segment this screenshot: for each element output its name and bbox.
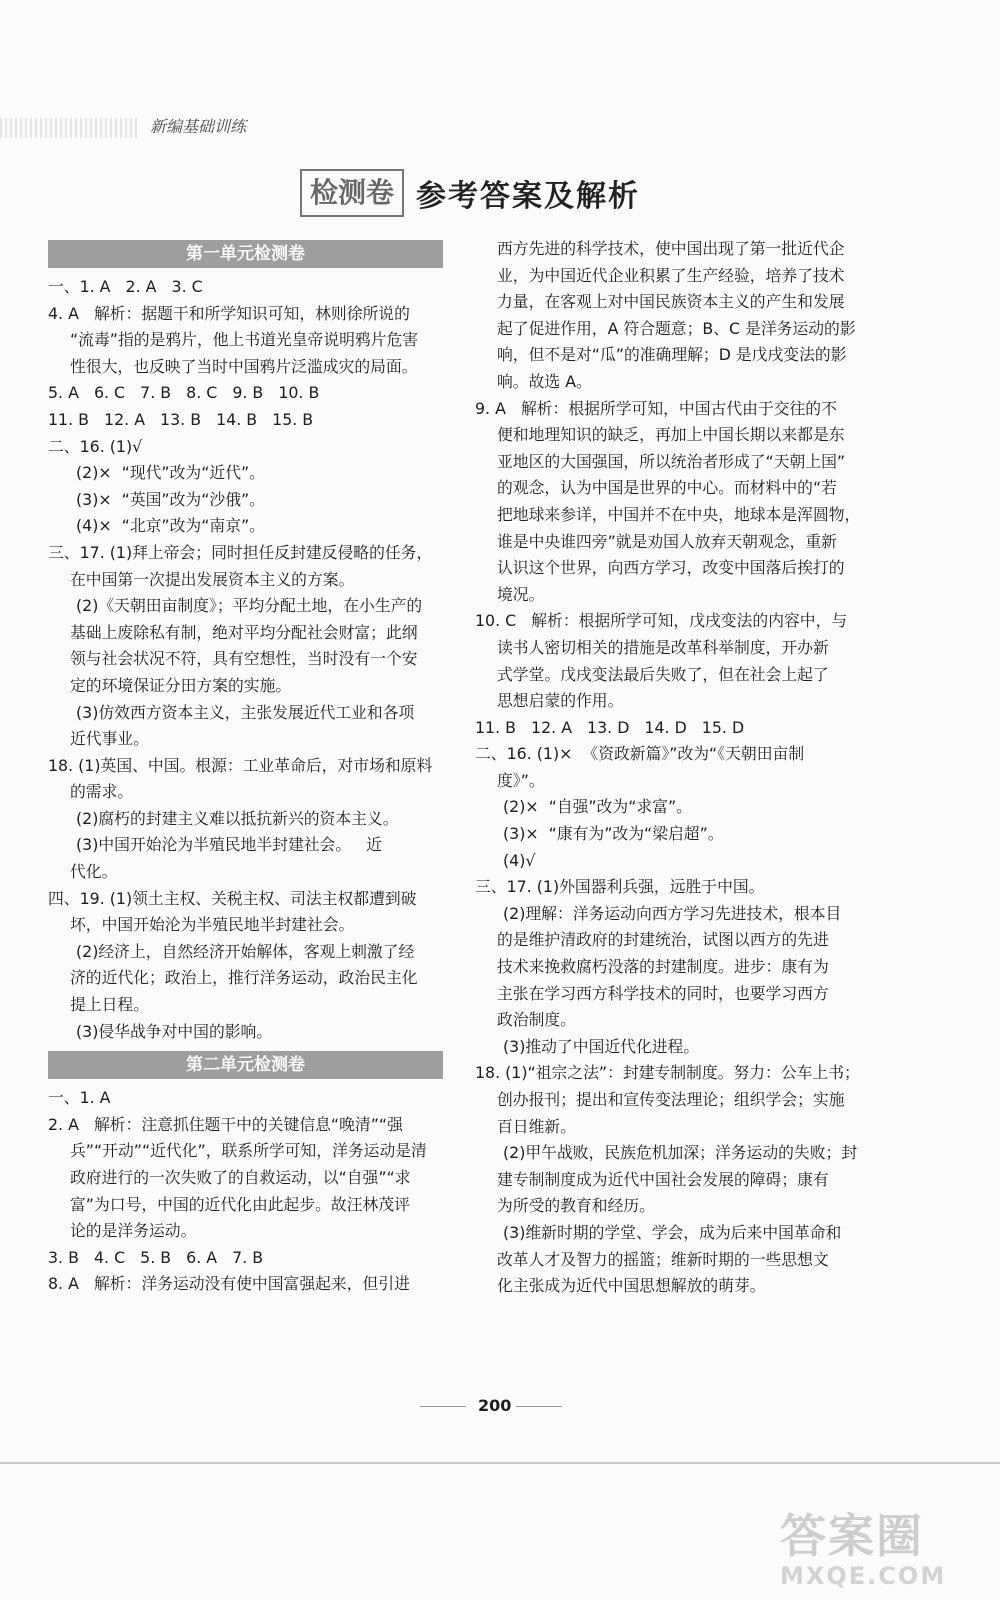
answer-line: 10. C 解析：根据所学可知，戊戌变法的内容中，与 — [475, 611, 848, 631]
answer-line: 思想启蒙的作用。 — [497, 691, 624, 711]
answer-line: (2)经济上，自然经济开始解体，客观上刺激了经 — [76, 941, 415, 961]
answer-line: 改革人才及智力的摇篮；维新时期的一些思想文 — [497, 1249, 829, 1269]
answer-line: 近代事业。 — [70, 729, 149, 749]
answer-line: “流毒”指的是鸦片，他上书道光皇帝说明鸦片危害 — [70, 330, 419, 350]
answer-line: 为所受的教育和经历。 — [497, 1196, 655, 1216]
answer-line: 响，但不是对“瓜”的准确理解；D 是戊戌变法的影 — [497, 345, 847, 365]
answer-line: 代化。 — [70, 862, 118, 882]
section-heading-unit2: 第二单元检测卷 — [48, 1051, 443, 1079]
answer-line: (3)维新时期的学堂、学会，成为后来中国革命和 — [503, 1222, 842, 1242]
answer-line: (3)侵华战争对中国的影响。 — [76, 1021, 273, 1041]
answer-line: (2)× “自强”改为“求富”。 — [503, 797, 692, 817]
answer-line: 5. A 6. C 7. B 8. C 9. B 10. B — [48, 383, 320, 403]
answer-line: 四、19. (1)领土主权、关税主权、司法主权都遭到破 — [48, 888, 417, 908]
answer-line: 便和地理知识的缺乏，再加上中国长期以来都是东 — [497, 425, 845, 445]
answer-line: 业，为中国近代企业积累了生产经验，培养了技术 — [497, 265, 845, 285]
answer-line: 18. (1)“祖宗之法”：封建专制制度。努力：公车上书； — [475, 1063, 860, 1083]
answer-line: 建专制制度成为近代中国社会发展的障碍；康有 — [497, 1169, 829, 1189]
title-main: 参考答案及解析 — [416, 179, 641, 214]
answer-line: 三、17. (1)拜上帝会；同时担任反封建反侵略的任务， — [48, 542, 433, 562]
answer-line: 亚地区的大国强国，所以统治者形成了“天朝上国” — [497, 451, 846, 471]
answer-line: 9. A 解析：根据所学可知，中国古代由于交往的不 — [475, 398, 837, 418]
answer-line: 在中国第一次提出发展资本主义的方案。 — [70, 569, 355, 589]
answer-line: 把地球来参详，中国并不在中央，地球本是浑圆物， — [497, 504, 861, 524]
answer-line: 三、17. (1)外国器利兵强，远胜于中国。 — [475, 877, 765, 897]
answer-line: 化主张成为近代中国思想解放的萌芽。 — [497, 1276, 766, 1296]
answer-line: 主张在学习西方科学技术的同时，也要学习西方 — [497, 983, 829, 1003]
answer-line: 的需求。 — [70, 782, 134, 802]
answer-line: 二、16. (1)× 《资政新篇》”改为“《天朝田亩制 — [475, 744, 805, 764]
answer-line: (2)腐朽的封建主义难以抵抗新兴的资本主义。 — [76, 808, 399, 828]
answer-line: 技术来挽救腐朽没落的封建制度。进步：康有为 — [497, 957, 829, 977]
answer-line: 11. B 12. A 13. D 14. D 15. D — [475, 717, 745, 737]
answer-line: 4. A 解析：据题干和所学知识可知，林则徐所说的 — [48, 303, 410, 323]
answer-line: 兵”“开动”“近代化”，联系所学可知，洋务运动是清 — [70, 1141, 427, 1161]
header-decoration — [0, 118, 140, 138]
answer-line: 响。故选 A。 — [497, 371, 592, 391]
answer-line: 力量，在客观上对中国民族资本主义的产生和发展 — [497, 292, 845, 312]
answer-line: 一、1. A — [48, 1088, 111, 1108]
answer-line: 西方先进的科学技术，使中国出现了第一批近代企 — [497, 239, 845, 258]
series-name: 新编基础训练 — [150, 117, 247, 136]
answer-line: 提上日程。 — [70, 995, 149, 1015]
answer-line: 式学堂。戊戌变法最后失败了，但在社会上起了 — [497, 664, 829, 684]
answer-line: (2)甲午战败，民族危机加深；洋务运动的失败；封 — [503, 1143, 858, 1163]
title-box-label: 检测卷 — [300, 169, 404, 217]
answer-line: 领与社会状况不符，具有空想性，当时没有一个安 — [70, 649, 418, 669]
answer-line: 二、16. (1)√ — [48, 436, 143, 456]
answer-line: (3)× “康有为”改为“梁启超”。 — [503, 824, 724, 844]
section-heading-unit1: 第一单元检测卷 — [48, 240, 443, 268]
answer-line: 11. B 12. A 13. B 14. B 15. B — [48, 409, 314, 429]
watermark — [780, 1500, 990, 1595]
answer-line: 2. A 解析：注意抓住题干中的关键信息“晚清”“强 — [48, 1114, 403, 1134]
left-column — [48, 238, 443, 1298]
right-answers — [475, 236, 873, 1300]
watermark-url: MXQE.COM — [780, 1562, 947, 1590]
answer-line: (2)× “现代”改为“近代”。 — [76, 463, 265, 483]
watermark-logo: 答案圈 — [780, 1509, 924, 1563]
page-number-rule-left — [420, 1406, 466, 1407]
right-column — [475, 236, 873, 1300]
answer-line: 济的近代化；政治上，推行洋务运动，政治民主化 — [70, 968, 418, 988]
answer-line: (3)中国开始沦为半殖民地半封建社会。 近 — [76, 835, 382, 855]
answer-line: 政府进行的一次失败了的自救运动，以“自强”“求 — [70, 1168, 411, 1187]
answer-line: (3)× “英国”改为“沙俄”。 — [76, 489, 265, 509]
answer-line: 基础上废除私有制，绝对平均分配社会财富；此纲 — [70, 622, 418, 642]
unit1-answers — [48, 274, 443, 1045]
unit2-answers — [48, 1085, 443, 1298]
answer-line: 起了促进作用，A 符合题意；B、C 是洋务运动的影 — [497, 318, 856, 338]
answer-line: 度》”。 — [497, 770, 545, 790]
answer-line: 境况。 — [497, 584, 545, 604]
page-number-rule-right — [516, 1406, 562, 1407]
answer-line: (4)√ — [503, 850, 536, 870]
answer-line: 坏，中国开始沦为半殖民地半封建社会。 — [70, 915, 355, 935]
bottom-divider — [0, 1462, 1000, 1464]
answer-line: 创办报刊；提出和宣传变法理论；组织学会；实施 — [497, 1090, 845, 1109]
answer-line: (2)理解：洋务运动向西方学习先进技术，根本目 — [503, 903, 842, 923]
answer-line: 富”为口号，中国的近代化由此起步。故汪林茂评 — [70, 1194, 410, 1214]
answer-line: 百日维新。 — [497, 1116, 576, 1136]
page-number: 200 — [478, 1396, 512, 1415]
answer-line: 3. B 4. C 5. B 6. A 7. B — [48, 1247, 264, 1267]
answer-line: 的观念，认为中国是世界的中心。而材料中的“若 — [497, 478, 837, 498]
answer-line: 认识这个世界，向西方学习，改变中国落后挨打的 — [497, 558, 845, 578]
answer-line: 读书人密切相关的措施是改革科举制度，开办新 — [497, 637, 829, 657]
answer-line: 谁是中央谁四旁”就是劝国人放弃天朝观念，重新 — [497, 531, 837, 551]
page-title — [300, 168, 640, 218]
answer-line: 定的环境保证分田方案的实施。 — [70, 675, 292, 695]
answer-line: (3)仿效西方资本主义，主张发展近代工业和各项 — [76, 702, 415, 722]
answer-line: (4)× “北京”改为“南京”。 — [76, 516, 265, 536]
answer-line: 18. (1)英国、中国。根源：工业革命后，对市场和原料 — [48, 755, 433, 775]
answer-line: (2)《天朝田亩制度》；平均分配土地，在小生产的 — [76, 596, 423, 616]
answer-line: 的是维护清政府的封建统治，试图以西方的先进 — [497, 930, 829, 950]
answer-line: 论的是洋务运动。 — [70, 1221, 197, 1241]
answer-line: 8. A 解析：洋务运动没有使中国富强起来，但引进 — [48, 1274, 410, 1294]
answer-line: 性很大，也反映了当时中国鸦片泛滥成灾的局面。 — [70, 356, 418, 376]
answer-line: 一、1. A 2. A 3. C — [48, 277, 203, 296]
answer-line: (3)推动了中国近代化进程。 — [503, 1036, 700, 1056]
answer-line: 政治制度。 — [497, 1010, 576, 1030]
